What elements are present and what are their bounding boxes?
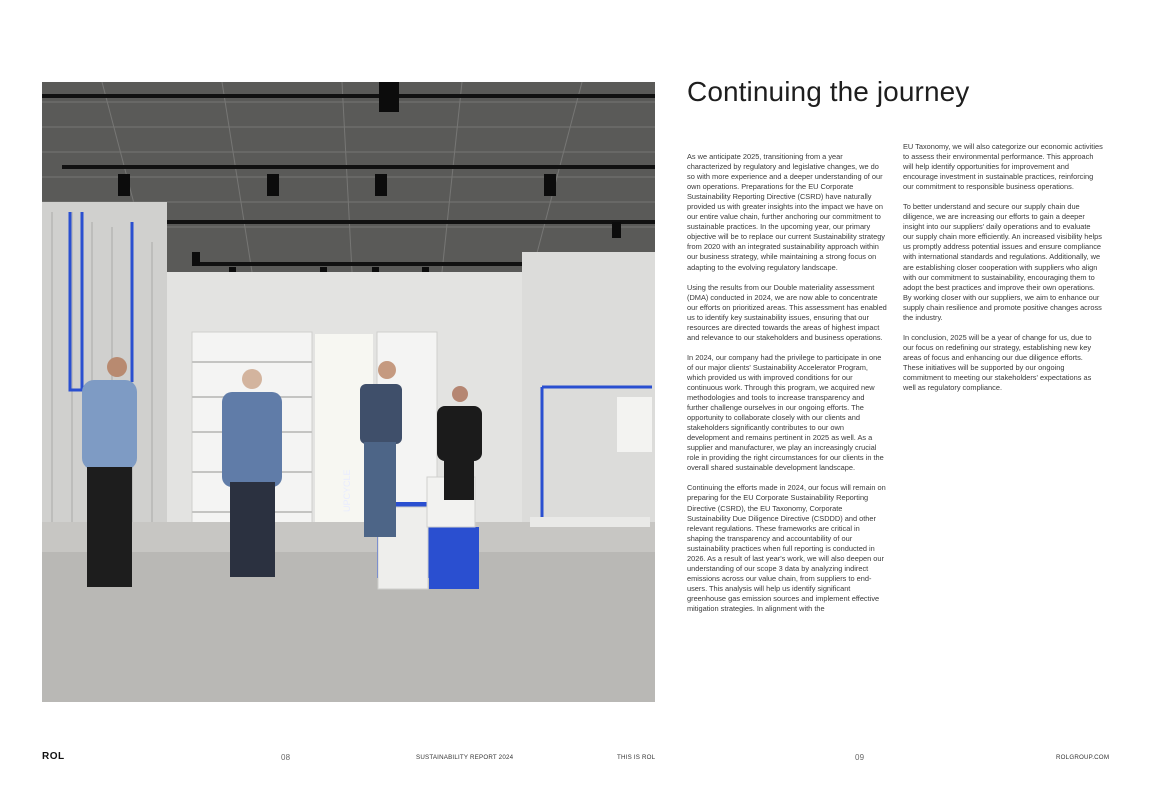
body-column-left xyxy=(687,152,887,624)
paragraph: In conclusion, 2025 will be a year of change for us, due to our focus on redefining our strategy, establishing new key areas of focus and enhancing our due diligence efforts. These initiatives will be supported by our ongoing commitment to meeting our stakeholders' expectations as well as regulatory compliance. xyxy=(903,332,1092,393)
showroom-photo-icon xyxy=(42,82,655,702)
paragraph: Using the results from our Double materiality assessment (DMA) conducted in 2024, we are now able to concentrate our efforts on prioritized areas. This assessment has enabled us to identify key sustainability issues, ensuring that our resources are directed towards the areas of highest impact and relevance to our stakeholders and business operations. xyxy=(687,282,887,342)
paragraph: As we anticipate 2025, transitioning from a year characterized by regulatory and legislative changes, we do so with more experience and a deeper understanding of our own operations. Preparations for the EU Corporate Sustainability Reporting Directive (CSRD) have naturally provided us with greater insights into the impact we have on our entire value chain, further anchoring our commitment to sustainable practices. In the upcoming year, our primary objective will be to replace our current Sustainability strategy from 2020 with an integrated sustainability approach within our business strategy, while maintaining a strong focus on adapting to the evolving regulatory landscape. xyxy=(687,152,886,272)
svg-text:UPCYCLE: UPCYCLE xyxy=(342,469,352,512)
paragraph: Continuing the efforts made in 2024, our focus will remain on preparing for the EU Corporate Sustainability Reporting Directive (CSRD), the EU Taxonomy, Corporate Sustainability Due Diligence Directive (CSDDD) and other relevant regulations. These frameworks are critical in shaping the transparency and accountability of our sustainability practices when full reporting is conducted in 2026. As a result of last year's work, we will also deepen our understanding of our scope 3 data by analyzing indirect emissions across our value chain, from suppliers to end-users. This analysis will help us identify significant greenhouse gas emission sources and implement effective mitigation strategies. In alignment with the xyxy=(687,483,886,613)
section-label: THIS IS ROL xyxy=(617,754,656,761)
page-number-right: 09 xyxy=(855,753,865,762)
website-link[interactable]: ROLGROUP.COM xyxy=(1056,754,1110,761)
showroom-photo xyxy=(42,82,655,702)
report-title: SUSTAINABILITY REPORT 2024 xyxy=(416,754,514,761)
page-title: Continuing the journey xyxy=(687,76,970,107)
paragraph: In 2024, our company had the privilege to participate in one of our major clients' Sustainability Accelerator Program, which provided us with improved conditions for our continuous work. Through this program, we acquired new methodologies and tools to increase transparency and further challenge ourselves in our ongoing efforts. The opportunity to collaborate closely with our clients and stakeholders significantly contributes to our own development and remains pertinent in 2025 as well. As a supplier and manufacturer, we play an increasingly crucial role in providing the right circumstances for our clients in the overall shared sustainable development landscape. xyxy=(687,352,884,473)
paragraph: EU Taxonomy, we will also categorize our economic activities to assess their environmental performance. This approach will help identify opportunities for improvement and encourage investment in sustainable practices, reinforcing our commitment to responsible business operations. xyxy=(903,142,1103,192)
paragraph: To better understand and secure our supply chain due diligence, we are increasing our efforts to gain a deeper insight into our suppliers' daily operations and to evaluate our supply chain more efficiently. An increased visibility helps us promptly address potential issues and ensure compliance with international standards and regulations. Additionally, we are establishing closer cooperation with suppliers who align with our commitment to sustainability, encouraging them to adopt the best practices and improve their own operations. By working closer with our suppliers, we aim to enhance our supply chain resilience and promote positive changes across the industry. xyxy=(903,202,1102,322)
page-number-left: 08 xyxy=(281,753,291,762)
body-column-right xyxy=(903,142,1103,403)
rol-logo: ROL xyxy=(42,751,65,762)
